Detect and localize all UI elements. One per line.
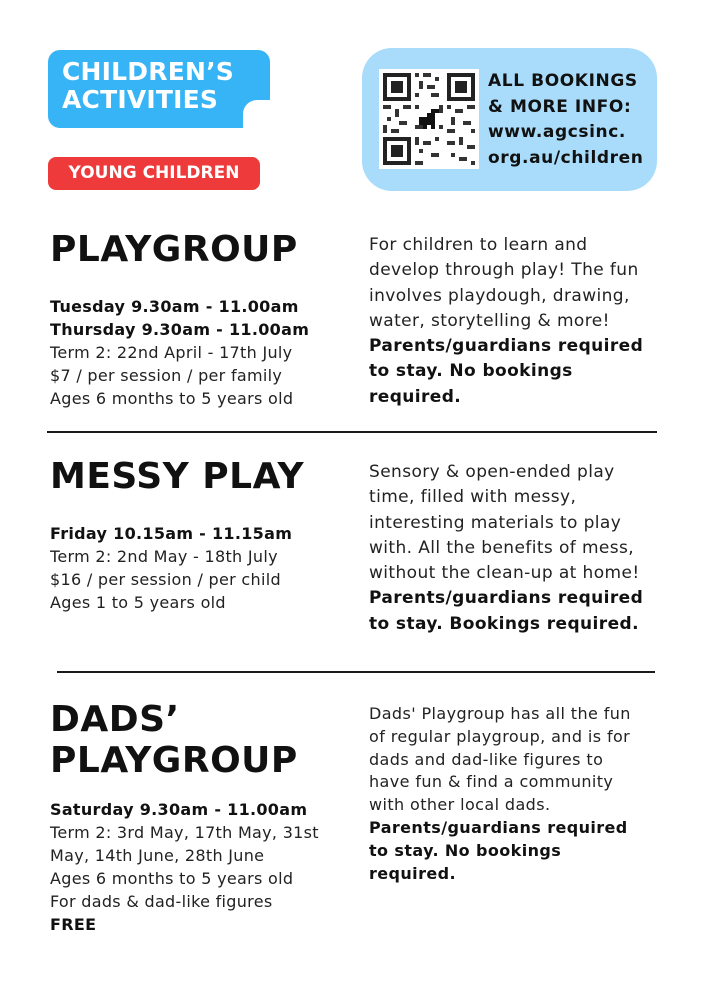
description-line: dads and dad-like figures to: [369, 749, 604, 769]
schedule-messy-play: [50, 522, 292, 614]
description-line: Sensory & open-ended play: [369, 462, 615, 482]
booking-info: [488, 69, 644, 171]
notice-line: Parents/guardians required: [369, 588, 644, 609]
schedule-term: Term 2: 3rd May, 17th May, 31st: [50, 823, 319, 842]
notice-line: required.: [369, 386, 462, 407]
age-badge: YOUNG CHILDREN: [48, 157, 260, 190]
section-title-line: PLAYGROUP: [50, 740, 298, 781]
section-divider: [47, 431, 657, 433]
page-title-line: CHILDREN’S: [62, 57, 235, 86]
description-line: with. All the benefits of mess,: [369, 537, 635, 558]
description-playgroup: [369, 233, 643, 410]
description-line: Dads' Playgroup has all the fun: [369, 704, 631, 723]
description-line: with other local dads.: [369, 795, 551, 815]
schedule-term: May, 14th June, 28th June: [50, 846, 265, 865]
booking-info-line: & MORE INFO:: [488, 96, 632, 117]
description-line: For children to learn and: [369, 235, 588, 255]
schedule-term: Term 2: 2nd May - 18th July: [50, 547, 278, 566]
schedule-term: Term 2: 22nd April - 17th July: [50, 343, 293, 362]
section-title-playgroup: PLAYGROUP: [50, 229, 298, 270]
notice-line: Parents/guardians required: [369, 817, 628, 837]
schedule-dads-playgroup: [50, 798, 319, 936]
notice-line: to stay. No bookings: [369, 361, 573, 382]
schedule-ages: Ages 6 months to 5 years old: [50, 389, 294, 408]
section-divider: [57, 671, 655, 673]
notice-line: required.: [369, 863, 456, 883]
description-line: involves playdough, drawing,: [369, 285, 630, 306]
schedule-price: FREE: [50, 915, 97, 934]
booking-info-url[interactable]: www.agcsinc.: [488, 122, 626, 142]
qr-code-icon: [379, 69, 479, 169]
booking-info-url[interactable]: org.au/children: [488, 147, 644, 168]
schedule-ages: Ages 1 to 5 years old: [50, 593, 226, 612]
schedule-price: $16 / per session / per child: [50, 570, 281, 589]
page-title-line: ACTIVITIES: [62, 85, 219, 114]
notice-line: to stay. Bookings required.: [369, 613, 639, 634]
schedule-audience: For dads & dad-like figures: [50, 892, 273, 911]
schedule-time: Friday 10.15am - 11.15am: [50, 524, 293, 543]
description-line: have fun & find a community: [369, 772, 614, 792]
description-line: of regular playgroup, and is for: [369, 726, 631, 746]
section-title-dads-playgroup: [50, 699, 298, 781]
notice-line: Parents/guardians required: [369, 336, 644, 357]
description-messy-play: [369, 460, 643, 637]
description-line: time, filled with messy,: [369, 487, 577, 508]
description-line: without the clean-up at home!: [369, 563, 640, 584]
schedule-playgroup: [50, 295, 309, 410]
section-title-messy-play: MESSY PLAY: [50, 456, 305, 497]
description-line: develop through play! The fun: [369, 260, 639, 281]
description-dads-playgroup: [369, 703, 631, 885]
schedule-time: Tuesday 9.30am - 11.00am: [50, 297, 299, 316]
description-line: interesting materials to play: [369, 512, 622, 533]
schedule-time: Saturday 9.30am - 11.00am: [50, 800, 308, 819]
section-title-line: DADS’: [50, 699, 180, 740]
schedule-price: $7 / per session / per family: [50, 366, 283, 385]
page-title: [62, 58, 234, 114]
title-badge-notch: [243, 100, 273, 130]
description-line: water, storytelling & more!: [369, 310, 610, 331]
schedule-ages: Ages 6 months to 5 years old: [50, 869, 294, 888]
notice-line: to stay. No bookings: [369, 840, 562, 860]
schedule-time: Thursday 9.30am - 11.00am: [50, 320, 310, 339]
booking-info-line: ALL BOOKINGS: [488, 71, 638, 91]
